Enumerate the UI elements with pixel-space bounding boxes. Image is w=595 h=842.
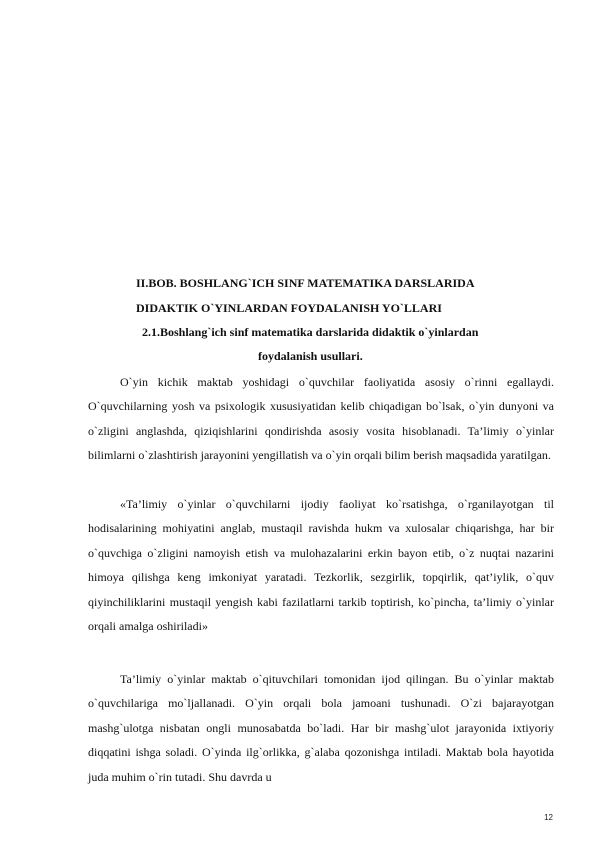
- body-paragraph: [88, 370, 554, 468]
- section-title-line-2: foydalanish usullari.: [258, 349, 363, 363]
- body-paragraph: [88, 667, 554, 789]
- chapter-title-line-1: II.BOB. BOSHLANG`ICH SINF MATEMATIKA DARSLARIDA: [136, 276, 475, 290]
- paragraph-text: Ta’limiy o`yinlar maktab o`qituvchilari tomonidan ijod qilingan. Bu o`yinlar maktab o`quvchilariga mo`ljallanadi. O`yin orqali bola jamoani tushunadi. O`zi bajarayotgan mashg`ulotga nisbatan ongli munosabatda bo`ladi. Har bir mashg`ulot jarayonida ixtiyoriy diqqatini ishga soladi. O`yinda ilg`orlikka, g`alaba qozonishga intiladi. Maktab bola hayotida juda muhim o`rin tutadi. Shu davrda u: [88, 672, 554, 784]
- section-title-line-1: 2.1.Boshlang`ich sinf matematika darslarida didaktik o`yinlardan: [142, 325, 479, 339]
- paragraph-text: O`yin kichik maktab yoshidagi o`quvchilar faoliyatida asosiy o`rinni egallaydi. O`quvchilarning yosh va psixologik xususiyatidan kelib chiqadigan bo`lsak, o`yin dunyoni va o`zligini anglashda, qiziqishlarini qondirishda asosiy vosita hisoblanadi. Ta’limiy o`yinlar bilimlarni o`zlashtirish jarayonini yengillatish va o`yin orqali bilim berish maqsadida yaratilgan.: [88, 375, 554, 463]
- chapter-title-line-2: DIDAKTIK O`YINLARDAN FOYDALANISH YO`LLARI: [136, 301, 442, 315]
- paragraph-text: «Ta’limiy o`yinlar o`quvchilarni ijodiy faoliyat ko`rsatishga, o`rganilayotgan til hodisalarining mohiyatini anglab, mustaqil ravishda hukm va xulosalar chiqarishga, har bir o`quvchiga o`zligini namoyish etish va mulohazalarini erkin bayon etib, o`z nuqtai nazarini himoya qilishga keng imkoniyat yaratadi. Tezkorlik, sezgirlik, topqirlik, qat’iylik, o`quv qiyinchiliklarini mustaqil yengish kabi fazilatlarni tarkib toptirish, ko`pincha, ta’limiy o`yinlar orqali amalga oshiriladi»: [88, 497, 554, 634]
- page-number: 12: [544, 813, 553, 822]
- body-paragraph: [88, 492, 554, 638]
